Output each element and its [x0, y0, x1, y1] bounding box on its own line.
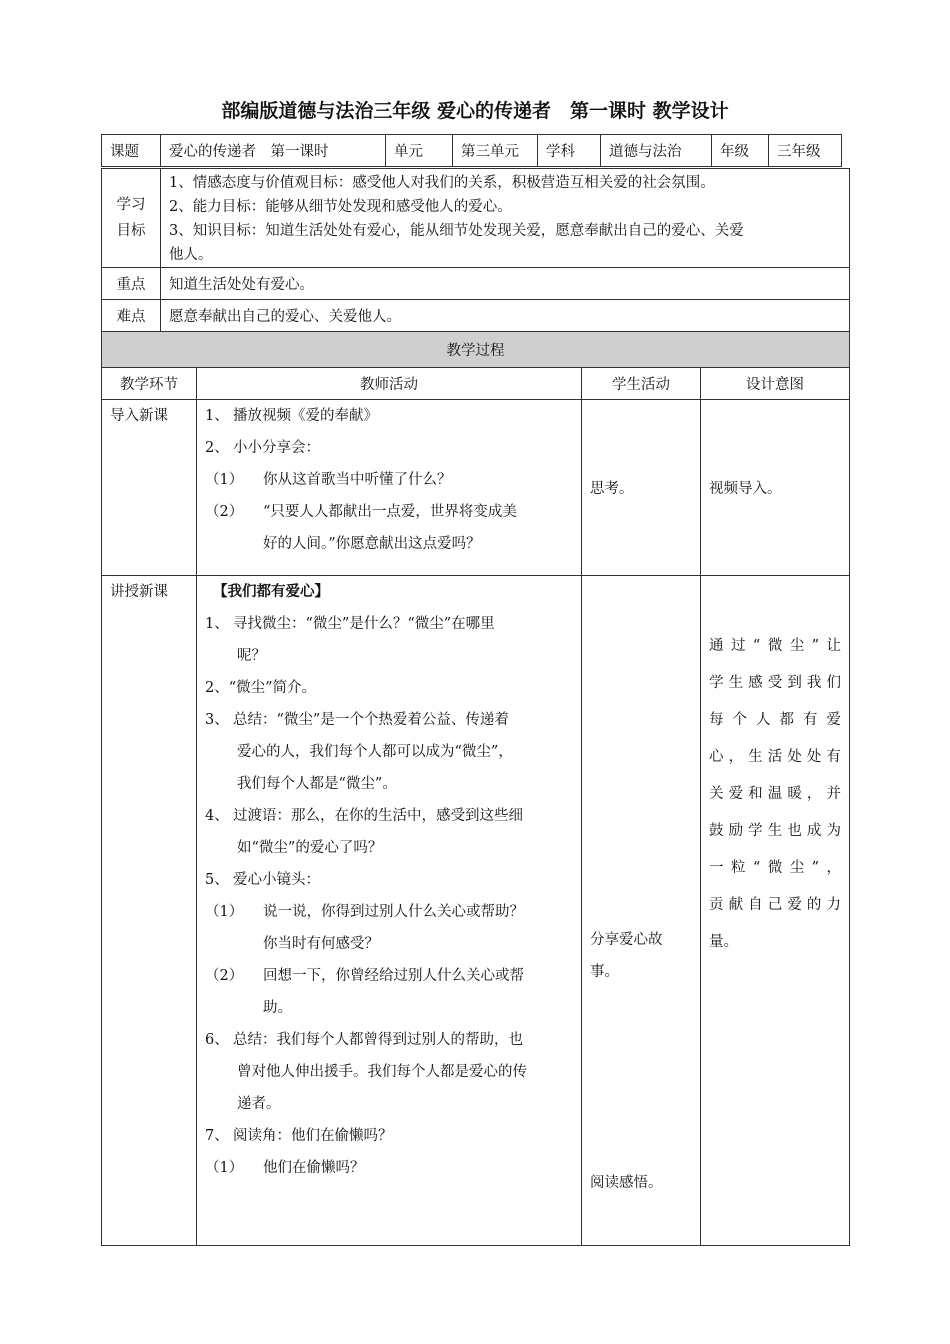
lecture-sub-2a: 回想一下，你曾经给过别人什么关心或帮 — [263, 968, 524, 984]
item-number: 3、 — [205, 712, 229, 728]
intro-intent: 视频导入。 — [701, 400, 850, 576]
difficulty-text: 愿意奉献出自己的爱心、关爱他人。 — [161, 300, 850, 332]
intent-line: 鼓励学生也成为 — [709, 823, 841, 839]
col-stage: 教学环节 — [102, 368, 197, 400]
intro-sub-2a: “只要人人都献出一点爱，世界将变成美 — [263, 504, 517, 520]
lecture-student-1b: 事。 — [590, 964, 619, 980]
objectives-label — [102, 169, 161, 268]
lecture-stage — [102, 576, 197, 1246]
lecture-item-6b: 曾对他人伸出援手。我们每个人都是爱心的传 — [237, 1064, 527, 1080]
intent-line: 量。 — [709, 934, 738, 950]
intent-line: 贡献自己爱的力 — [709, 897, 841, 913]
lecture-item-1a: 寻找微尘：“微尘”是什么？“微尘”在哪里 — [233, 616, 495, 632]
objectives-label-2: 目标 — [116, 223, 146, 239]
col-intent: 设计意图 — [701, 368, 850, 400]
sub-number: （1） — [205, 904, 244, 920]
key-label: 重点 — [102, 268, 161, 300]
objective-line: 3、知识目标：知道生活处处有爱心，能从细节处发现关爱，愿意奉献出自己的爱心、关爱 — [169, 223, 744, 239]
intent-line: 关爱和温暖，并 — [709, 786, 841, 802]
lecture-item-5: 爱心小镜头： — [233, 872, 320, 888]
unit-value: 第三单元 — [453, 135, 538, 167]
lecture-item-6a: 总结：我们每个人都曾得到过别人的帮助，也 — [233, 1032, 523, 1048]
objectives-table — [101, 168, 850, 332]
lecture-item-4a: 过渡语：那么，在你的生活中，感受到这些细 — [233, 808, 523, 824]
col-student: 学生活动 — [582, 368, 701, 400]
process-heading: 教学过程 — [102, 332, 850, 368]
lecture-item-6c: 递者。 — [237, 1096, 281, 1112]
lecture-sub-1b: 你当时有何感受？ — [263, 936, 379, 952]
item-number: 1、 — [205, 616, 229, 632]
intro-student: 思考。 — [582, 400, 701, 576]
intro-teacher — [197, 400, 582, 576]
sub-number: （2） — [205, 504, 244, 520]
intro-sub-2b: 好的人间。”你愿意献出这点爱吗？ — [263, 536, 481, 552]
sub-number: （1） — [205, 1160, 244, 1176]
lecture-student-1a: 分享爱心故 — [590, 932, 663, 948]
lecture-item-3a: 总结：“微尘”是一个个热爱着公益、传递着 — [233, 712, 509, 728]
objective-line: 2、能力目标：能够从细节处发现和感受他人的爱心。 — [169, 199, 512, 215]
lecture-heading: 【我们都有爱心】 — [213, 584, 329, 600]
lecture-item-3b: 爱心的人，我们每个人都可以成为“微尘”， — [237, 744, 513, 760]
sub-number: （1） — [205, 472, 244, 488]
topic-value: 爱心的传递者 第一课时 — [161, 135, 386, 167]
lecture-sub-q1: 他们在偷懒吗？ — [263, 1160, 365, 1176]
grade-label: 年级 — [712, 135, 769, 167]
intro-sub-1: 你从这首歌当中听懂了什么？ — [263, 472, 452, 488]
item-number: 1、 — [205, 408, 229, 424]
intro-stage — [102, 400, 197, 576]
intro-item-1: 播放视频《爱的奉献》 — [233, 408, 378, 424]
col-teacher: 教师活动 — [197, 368, 582, 400]
lecture-teacher — [197, 576, 582, 1246]
objective-line: 他人。 — [169, 247, 213, 263]
lecture-item-2: 2、“微尘”简介。 — [205, 680, 317, 696]
key-text: 知道生活处处有爱心。 — [161, 268, 850, 300]
grade-value: 三年级 — [769, 135, 842, 167]
intro-stage-text: 导入新课 — [110, 408, 168, 424]
sub-number: （2） — [205, 968, 244, 984]
item-number: 4、 — [205, 808, 229, 824]
intro-item-2: 小小分享会： — [233, 440, 320, 456]
intent-line: 每个人都有爱 — [709, 712, 841, 728]
subject-value: 道德与法治 — [601, 135, 712, 167]
objectives-label-1: 学习 — [116, 197, 146, 213]
topic-label: 课题 — [102, 135, 161, 167]
lecture-student — [582, 576, 701, 1246]
intent-line: 心，生活处处有 — [709, 749, 841, 765]
lecture-intent — [701, 576, 850, 1246]
info-table — [101, 134, 842, 167]
item-number: 2、 — [205, 440, 229, 456]
subject-label: 学科 — [538, 135, 601, 167]
intent-line: 通过“微尘”让 — [709, 638, 841, 654]
difficulty-label: 难点 — [102, 300, 161, 332]
lecture-sub-1a: 说一说，你得到过别人什么关心或帮助？ — [263, 904, 524, 920]
intent-line: 一粒“微尘”， — [709, 860, 841, 876]
item-number: 7、 — [205, 1128, 229, 1144]
unit-label: 单元 — [386, 135, 453, 167]
process-table — [101, 331, 850, 1246]
lecture-student-2: 阅读感悟。 — [590, 1175, 663, 1191]
lecture-item-7: 阅读角：他们在偷懒吗？ — [233, 1128, 393, 1144]
lecture-item-3c: 我们每个人都是“微尘”。 — [237, 776, 397, 792]
page-title: 部编版道德与法治三年级 爱心的传递者 第一课时 教学设计 — [221, 100, 729, 122]
item-number: 6、 — [205, 1032, 229, 1048]
lecture-item-1b: 呢？ — [237, 648, 266, 664]
lecture-stage-text: 讲授新课 — [110, 584, 168, 600]
lecture-sub-2b: 助。 — [263, 1000, 292, 1016]
objective-line: 1、情感态度与价值观目标：感受他人对我们的关系，积极营造互相关爱的社会氛围。 — [169, 175, 715, 191]
intent-line: 学生感受到我们 — [709, 675, 841, 691]
lecture-item-4b: 如“微尘”的爱心了吗？ — [237, 840, 383, 856]
item-number: 5、 — [205, 872, 229, 888]
